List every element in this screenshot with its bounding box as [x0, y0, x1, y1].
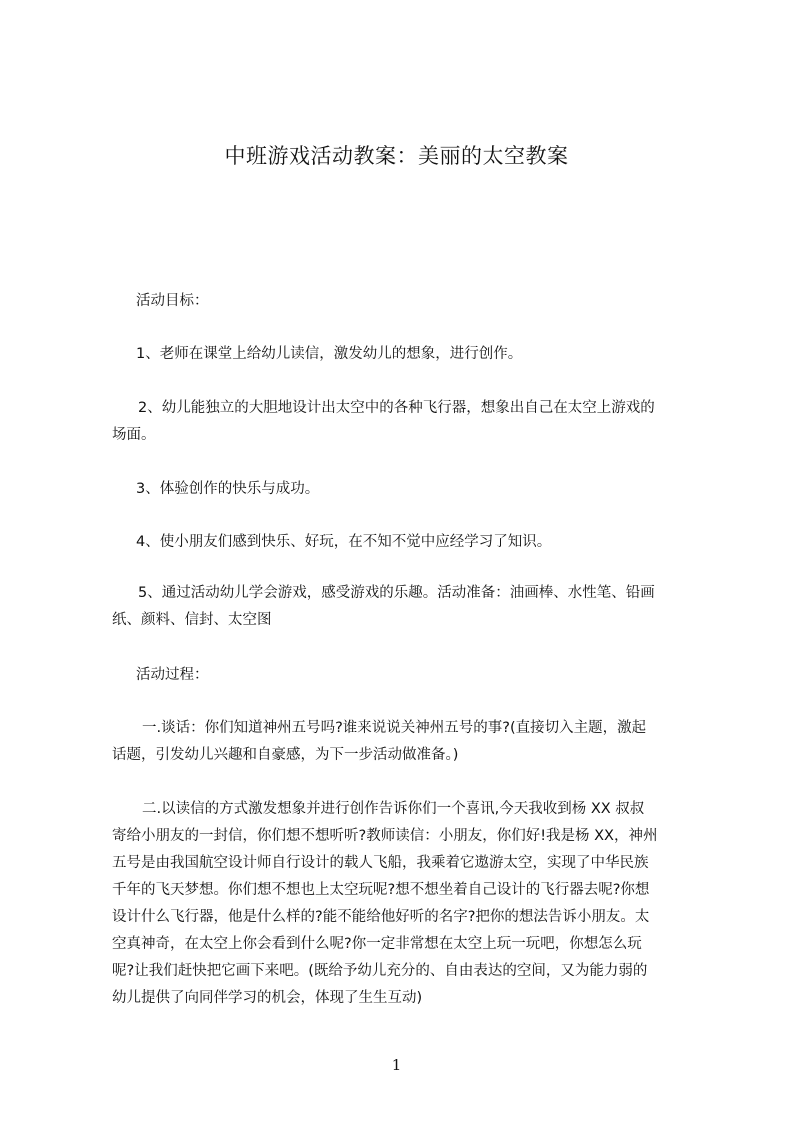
page-number: 1	[391, 1056, 402, 1074]
step-2-line-1: 二.以读信的方式激发想象并进行创作告诉你们一个喜讯,今天我收到杨 XX 叔叔	[142, 801, 645, 817]
step-1	[112, 715, 710, 769]
goal-2-line-1: 2、幼儿能独立的大胆地设计出太空中的各种飞行器，想象出自己在太空上游戏的	[138, 400, 655, 416]
goal-4-text: 4、使小朋友们感到快乐、好玩，在不知不觉中应经学习了知识。	[136, 534, 552, 550]
goal-5	[112, 580, 710, 634]
step-2-line-2: 寄给小朋友的一封信，你们想不想听听?教师读信：小朋友，你们好!我是杨 XX，神州	[112, 828, 658, 844]
process-heading-text: 活动过程：	[136, 667, 209, 683]
goal-1-text: 1、老师在课堂上给幼儿读信，激发幼儿的想象，进行创作。	[136, 346, 523, 362]
step-2-line-7: 呢?让我们赶快把它画下来吧。(既给予幼儿充分的、自由表达的空间，又为能力弱的	[112, 963, 648, 979]
step-2-line-4: 千年的飞天梦想。你们想不想也上太空玩呢?想不想坐着自己设计的飞行器去呢?你想	[112, 882, 650, 898]
goal-3	[112, 476, 734, 503]
step-2-line-3: 五号是由我国航空设计师自行设计的载人飞船，我乘着它遨游太空，实现了中华民族	[112, 855, 649, 871]
goal-5-line-1: 5、通过活动幼儿学会游戏，感受游戏的乐趣。活动准备：油画棒、水性笔、铅画	[138, 585, 655, 601]
goal-1	[112, 341, 734, 368]
goals-heading	[112, 288, 734, 315]
goals-heading-text: 活动目标：	[136, 293, 209, 309]
step-2	[112, 796, 710, 1012]
step-2-line-5: 设计什么飞行器，他是什么样的?能不能给他好听的名字?把你的想法告诉小朋友。太	[112, 909, 650, 925]
page-title: 中班游戏活动教案：美丽的太空教案	[224, 144, 569, 168]
step-1-line-1: 一.谈话：你们知道神州五号吗?谁来说说关神州五号的事?(直接切入主题，激起	[142, 720, 647, 736]
step-2-line-6: 空真神奇，在太空上你会看到什么呢?你一定非常想在太空上玩一玩吧，你想怎么玩	[112, 936, 642, 952]
goal-2	[112, 395, 710, 449]
goal-5-line-2: 纸、颜料、信封、太空图	[112, 612, 272, 628]
step-2-line-8: 幼儿提供了向同伴学习的机会，体现了生生互动)	[112, 990, 423, 1006]
goal-4	[112, 529, 734, 556]
step-1-line-2: 话题，引发幼儿兴趣和自豪感，为下一步活动做准备。)	[112, 747, 459, 763]
goal-3-text: 3、体验创作的快乐与成功。	[136, 481, 320, 497]
process-heading	[112, 662, 734, 689]
goal-2-line-2: 场面。	[112, 427, 156, 443]
